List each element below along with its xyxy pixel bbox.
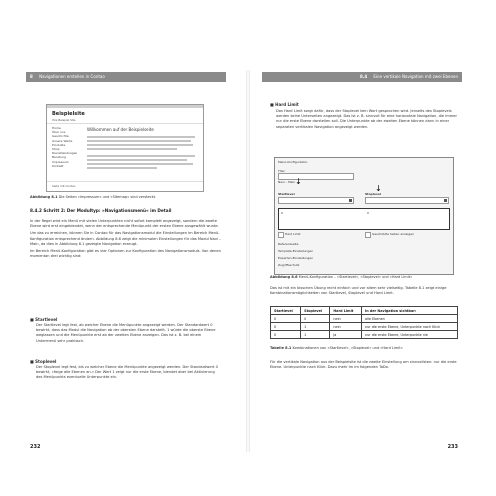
nav-item[interactable]: Über uns — [52, 130, 66, 135]
body-text — [30, 219, 222, 261]
paragraph: Um das zu erreichen, können Sie in Contao für das Navigationsmodul die Einstellungen im Bereich Menü-Konfiguration entsprechend ändern. Abbildung 8.6 zeigt die minimalen Einstellungen für das Modul Navi – Main, da dies in Abbildung 8.1 gezeigte Navigation erzeugt. — [30, 231, 221, 246]
section-referenzseite[interactable]: Referenzseite — [278, 242, 299, 246]
closing-text: Für die vertikale Navigation aus der Beispielsite ist die zweite Einstellung am sinnvollsten: nur die erste Ebene. Unterpunkte nach Klick. Dazu mehr im im folgenden ToDo. — [270, 360, 457, 370]
table-cell: alle Ebenen — [361, 315, 457, 323]
nav-item[interactable]: Unsere Werte — [52, 138, 73, 143]
table-row — [271, 323, 458, 331]
show-protected-label: Geschützte Seiten anzeigen — [372, 232, 415, 236]
table-cell: nein — [330, 315, 362, 323]
right-page — [262, 72, 462, 450]
stoplevel-select[interactable] — [365, 197, 449, 204]
nav-item[interactable]: Home — [52, 126, 61, 130]
figure-caption — [30, 195, 222, 199]
hardlimit-checkbox[interactable] — [278, 232, 284, 238]
figure-caption-label: Abbildung 8.1 — [30, 195, 58, 199]
nav-item[interactable]: Beratung — [52, 155, 66, 160]
bullet-stoplevel-text: Der Stoplevel legt fest, bis zu welcher Ebene die Menüpunkte angezeigt werden. Der Standardwert 0 bewirkt, »folge alle Ebenen an.« Der Wert 1 zeigt nur die erste Ebene, blendet aber bei Aktivierung des Menüpunkts eventuelle Unterpunkte ein. — [36, 365, 218, 380]
nav-item[interactable]: Produkte — [52, 142, 66, 147]
nav-item[interactable]: Geschichte — [52, 134, 69, 139]
table-caption — [270, 346, 460, 350]
show-protected-checkbox[interactable] — [365, 232, 371, 238]
nav-item[interactable]: Impressum — [52, 159, 69, 164]
level-value-box — [278, 208, 450, 230]
bullet-hardlimit-title: ■ Hard Limit — [270, 102, 299, 107]
arrow-down-icon: ↓ — [375, 184, 382, 193]
table-cell: 1 — [301, 323, 330, 331]
table-cell: nur die erste Ebene, Unterpunkte nach Klick — [361, 323, 457, 331]
menu-config-form-screenshot — [274, 157, 454, 275]
field-a-label: Titel — [278, 169, 285, 173]
content-heading: Willkommen auf der Beispielseite — [87, 127, 154, 132]
section-template[interactable]: Template-Einstellungen — [278, 249, 314, 253]
table-row — [271, 315, 458, 323]
startlevel-select[interactable] — [278, 197, 354, 204]
left-page-number: 232 — [30, 444, 41, 450]
hardlimit-label: Hard Limit — [285, 232, 301, 236]
site-subtitle: Ihre Beispiel Site — [52, 118, 76, 122]
right-page-number: 233 — [447, 444, 458, 450]
left-running-header — [26, 72, 226, 82]
arrow-down-icon: ↓ — [295, 177, 302, 186]
paragraph: In der Regel wird ein Menü mit vielen Unterpunkten nicht sofort komplett angezeigt, sondern die zweite Ebene wird erst eingeblendet, wenn der entsprechende Menüpunkt der ersten Ebene ausgewählt wurde. — [30, 219, 219, 229]
bullet-stoplevel-title: ■ Stoplevel — [30, 359, 57, 364]
nav-item[interactable]: Dienstleistungen — [52, 151, 78, 156]
paragraph: Im Bereich Menü-Konfiguration gibt es vier Optionen zur Konfiguration des Navigationsmoduls. Von denen momentan drei wichtig sind: — [30, 249, 221, 259]
section-heading: 8.4.2 Schritt 2: Der Modultyp: »Navigationsmenü« im Detail — [30, 208, 172, 213]
figure-screenshot-website — [46, 104, 204, 192]
figure-caption-text: Die Seiten »Impressum« und »Sitemap« sind versteckt. — [58, 195, 157, 199]
figure-caption-label: Abbildung 8.6 — [270, 275, 298, 279]
table-row — [271, 331, 458, 339]
table-header: In der Navigation sichtbar: — [361, 307, 457, 315]
intro-text: Das ist mit ein bisschen Übung recht einfach und vor allem sehr vielseitig. Tabelle 8.1 zeigt einige Kombinationsmöglichkeiten von Startlevel, Stoplevel und Hard Limit. — [270, 286, 447, 296]
table-cell: nur die erste Ebene, Unterpunkte nie — [361, 331, 457, 339]
site-footer: Seite mit Contao — [52, 184, 76, 188]
section-zugriff[interactable]: Zugriffsschutz — [278, 263, 300, 267]
table-cell: 1 — [301, 331, 330, 339]
combination-table — [270, 306, 458, 339]
bullet-hardlimit-text: Das Hard Limit sorgt dafür, dass der Stoplevel kein Wort gesprochen wird. Jenseits des Stoplevels werden keine Unterseiten angezeigt. Das ist z. B. sinnvoll für eine horizontale Navigation, die immer nur die erste Ebene darstellen soll. Die Unterpunkte ab der zweiten Ebene können dann in einer separaten vertikalen Navigation angezeigt werden. — [276, 109, 457, 129]
table-caption-label: Tabelle 8.1 — [270, 346, 292, 350]
left-header-number: 8 — [30, 74, 33, 79]
startlevel-value: 0 — [281, 211, 283, 215]
nav-item[interactable]: Kontakt — [52, 163, 64, 168]
nav-item[interactable]: Shop — [52, 147, 60, 152]
table-cell: ja — [330, 331, 362, 339]
table-cell: 0 — [271, 323, 301, 331]
bullet-startlevel-title: ■ Startlevel — [30, 317, 58, 322]
left-header-title: Navigationen erstellen in Contao — [39, 74, 105, 79]
table-header: Hard Limit — [330, 307, 362, 315]
figure-caption — [270, 275, 460, 279]
stoplevel-value: 0 — [367, 211, 369, 215]
figure-caption-text: Menü-Konfiguration – »Startlevel«, »Stoplevel« und »Hard Limit« — [298, 275, 413, 279]
book-spine — [246, 70, 250, 452]
right-header-number: 8.4 — [360, 74, 368, 79]
site-title: Beispielsite — [52, 111, 85, 117]
left-page — [26, 72, 226, 450]
table-cell: 0 — [301, 315, 330, 323]
table-header: Startlevel — [271, 307, 301, 315]
table-caption-text: Kombinationen von »Startlevel«, »Stoplevel« und »Hard Limit« — [292, 346, 403, 350]
right-header-title: Eine vertikale Navigation mit zwei Ebenen — [373, 74, 458, 79]
table-header: Stoplevel — [301, 307, 330, 315]
field-b-label: Navi – Main — [278, 180, 296, 184]
form-title: Menü-Konfiguration — [278, 160, 308, 164]
table-cell: nein — [330, 323, 362, 331]
right-running-header — [262, 72, 462, 82]
table-cell: 0 — [271, 315, 301, 323]
field-a-input[interactable] — [278, 173, 354, 180]
startlevel-label: Startlevel — [278, 192, 295, 196]
stoplevel-label: Stoplevel — [365, 192, 381, 196]
table-cell: 0 — [271, 331, 301, 339]
table-header-row — [271, 307, 458, 315]
site-navigation — [52, 126, 77, 168]
section-experten[interactable]: Experten-Einstellungen — [278, 256, 313, 260]
bullet-startlevel-text: Der Startlevel legt fest, ab welcher Ebene die Menüpunkte angezeigt werden. Der Standardwert 0 bewirkt, dass das Modul die Navigation ab der obersten Ebene darstellt. 1 würde die oberste Ebene weglassen und die Menüpunkte erst ab der zweiten Ebene anzeigen. Das ist z. B. bei einem Untermenü sehr praktisch. — [36, 323, 216, 343]
